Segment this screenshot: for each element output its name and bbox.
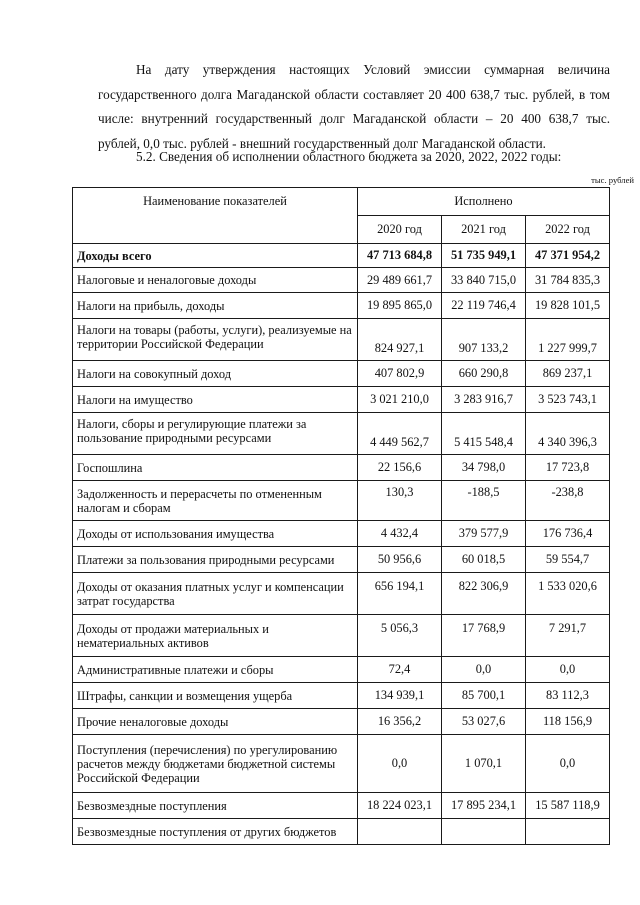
row-value-2022: 0,0 (526, 657, 610, 683)
row-value-2022: 1 533 020,6 (526, 573, 610, 615)
section-title: 5.2. Сведения об исполнении областного бюджета за 2020, 2022, 2022 годы: (136, 149, 562, 164)
row-value-2020: 18 224 023,1 (358, 793, 442, 819)
row-value-2022: 83 112,3 (526, 683, 610, 709)
row-value-2020: 19 895 865,0 (358, 293, 442, 319)
header-year-2022: 2022 год (526, 216, 610, 244)
row-value-2022 (526, 819, 610, 845)
row-name: Госпошлина (73, 455, 358, 481)
row-name: Административные платежи и сборы (73, 657, 358, 683)
row-value-2021: 60 018,5 (442, 547, 526, 573)
table-row (73, 657, 610, 683)
row-value-2021: 660 290,8 (442, 361, 526, 387)
row-value-2020: 29 489 661,7 (358, 268, 442, 293)
row-value-2021: 0,0 (442, 657, 526, 683)
row-value-2021: 1 070,1 (442, 735, 526, 793)
row-value-2021: 17 768,9 (442, 615, 526, 657)
table-row (73, 793, 610, 819)
table-row (73, 244, 610, 268)
row-value-2020: 4 432,4 (358, 521, 442, 547)
row-value-2020: 656 194,1 (358, 573, 442, 615)
row-name: Налоги на прибыль, доходы (73, 293, 358, 319)
row-name: Налоги на товары (работы, услуги), реализуемые на территории Российской Федерации (73, 319, 358, 361)
row-value-2020 (358, 819, 442, 845)
header-name: Наименование показателей (73, 188, 358, 244)
table-row (73, 615, 610, 657)
row-value-2020: 16 356,2 (358, 709, 442, 735)
row-value-2022: 31 784 835,3 (526, 268, 610, 293)
table-row (73, 683, 610, 709)
intro-text: На дату утверждения настоящих Условий эмиссии суммарная величина государственного долга Магаданской области составляет 20 400 638,7 тыс. рублей, в том числе: внутренний государственный долг Магаданской области – 20 400 638,7 тыс. рублей, 0,0 тыс. рублей - внешний государственный долг Магаданской области. (98, 62, 610, 151)
row-value-2022: 869 237,1 (526, 361, 610, 387)
row-value-2021: 33 840 715,0 (442, 268, 526, 293)
row-value-2021: 5 415 548,4 (442, 413, 526, 455)
budget-table (72, 187, 610, 845)
row-value-2022: 4 340 396,3 (526, 413, 610, 455)
table-row (73, 819, 610, 845)
row-value-2022: 118 156,9 (526, 709, 610, 735)
row-name: Штрафы, санкции и возмещения ущерба (73, 683, 358, 709)
row-name: Налоговые и неналоговые доходы (73, 268, 358, 293)
row-value-2021: 22 119 746,4 (442, 293, 526, 319)
table-row (73, 573, 610, 615)
table-row (73, 481, 610, 521)
row-value-2020: 72,4 (358, 657, 442, 683)
row-value-2021: 53 027,6 (442, 709, 526, 735)
row-value-2020: 130,3 (358, 481, 442, 521)
row-value-2021: 907 133,2 (442, 319, 526, 361)
unit-label: тыс. рублей (591, 175, 634, 185)
row-value-2020: 50 956,6 (358, 547, 442, 573)
row-value-2020: 824 927,1 (358, 319, 442, 361)
row-name: Доходы от продажи материальных и нематериальных активов (73, 615, 358, 657)
row-value-2022: 15 587 118,9 (526, 793, 610, 819)
row-value-2022: 47 371 954,2 (526, 244, 610, 268)
table-row (73, 735, 610, 793)
row-value-2022: 3 523 743,1 (526, 387, 610, 413)
row-value-2020: 4 449 562,7 (358, 413, 442, 455)
table-row (73, 319, 610, 361)
row-value-2020: 22 156,6 (358, 455, 442, 481)
row-name: Прочие неналоговые доходы (73, 709, 358, 735)
row-value-2021: -188,5 (442, 481, 526, 521)
row-name: Налоги на совокупный доход (73, 361, 358, 387)
table-row (73, 413, 610, 455)
row-value-2020: 407 802,9 (358, 361, 442, 387)
row-name: Безвозмездные поступления (73, 793, 358, 819)
row-name: Задолженность и перерасчеты по отмененным налогам и сборам (73, 481, 358, 521)
row-value-2022: 0,0 (526, 735, 610, 793)
row-name: Доходы от использования имущества (73, 521, 358, 547)
row-value-2022: 1 227 999,7 (526, 319, 610, 361)
row-value-2021: 822 306,9 (442, 573, 526, 615)
row-value-2022: 59 554,7 (526, 547, 610, 573)
row-value-2022: 19 828 101,5 (526, 293, 610, 319)
row-value-2022: -238,8 (526, 481, 610, 521)
row-name: Доходы всего (73, 244, 358, 268)
row-value-2020: 0,0 (358, 735, 442, 793)
row-value-2021 (442, 819, 526, 845)
row-value-2021: 3 283 916,7 (442, 387, 526, 413)
row-name: Налоги на имущество (73, 387, 358, 413)
row-name: Платежи за пользования природными ресурсами (73, 547, 358, 573)
table-row (73, 268, 610, 293)
row-name: Доходы от оказания платных услуг и компенсации затрат государства (73, 573, 358, 615)
table-row (73, 361, 610, 387)
header-year-2021: 2021 год (442, 216, 526, 244)
table-row (73, 387, 610, 413)
row-value-2021: 17 895 234,1 (442, 793, 526, 819)
header-year-2020: 2020 год (358, 216, 442, 244)
header-group: Исполнено (358, 188, 610, 216)
row-name: Налоги, сборы и регулирующие платежи за пользование природными ресурсами (73, 413, 358, 455)
row-value-2020: 5 056,3 (358, 615, 442, 657)
table-row (73, 293, 610, 319)
row-value-2021: 51 735 949,1 (442, 244, 526, 268)
row-value-2020: 134 939,1 (358, 683, 442, 709)
row-value-2022: 176 736,4 (526, 521, 610, 547)
row-value-2021: 85 700,1 (442, 683, 526, 709)
table-row (73, 547, 610, 573)
table-row (73, 709, 610, 735)
row-value-2020: 47 713 684,8 (358, 244, 442, 268)
row-value-2021: 379 577,9 (442, 521, 526, 547)
row-value-2022: 17 723,8 (526, 455, 610, 481)
row-name: Поступления (перечисления) по урегулированию расчетов между бюджетами бюджетной системы Российской Федерации (73, 735, 358, 793)
row-value-2022: 7 291,7 (526, 615, 610, 657)
table-row (73, 455, 610, 481)
row-value-2021: 34 798,0 (442, 455, 526, 481)
intro-paragraph (98, 58, 610, 156)
row-name: Безвозмездные поступления от других бюджетов (73, 819, 358, 845)
table-row (73, 521, 610, 547)
row-value-2020: 3 021 210,0 (358, 387, 442, 413)
